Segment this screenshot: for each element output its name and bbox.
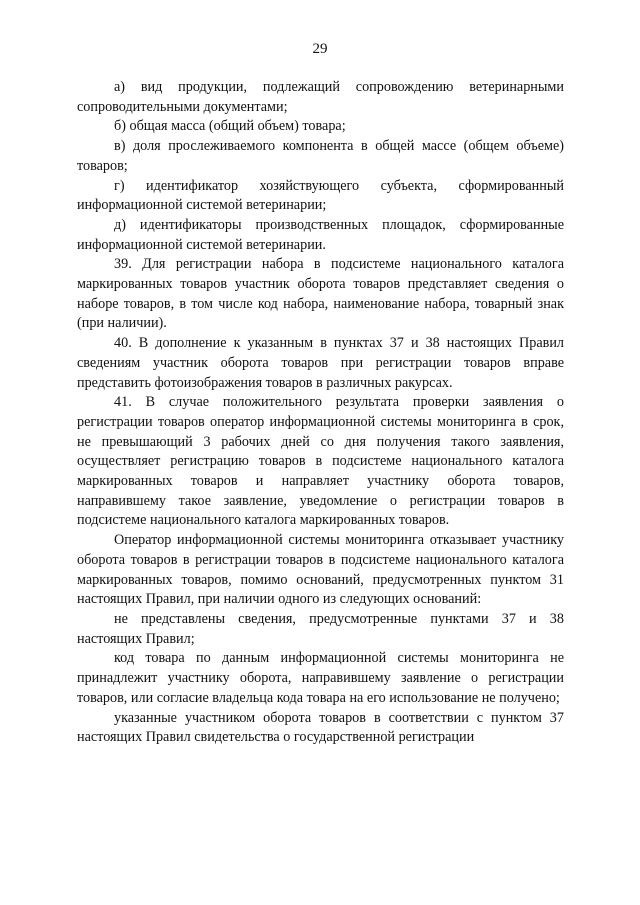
paragraph-refusal-ground-1: не представлены сведения, предусмотренные пунктами 37 и 38 настоящих Правил; xyxy=(77,610,564,647)
paragraph-refusal-intro: Оператор информационной системы мониторинга отказывает участнику оборота товаров в регистрации товаров в подсистеме национального каталога маркированных товаров, помимо оснований, предусмотренных пунктом 31 настоящих Правил, при наличии одного из следующих оснований: xyxy=(77,532,564,608)
paragraph-a: а) вид продукции, подлежащий сопровождению ветеринарными сопроводительными документами; xyxy=(77,79,564,115)
paragraph-b: б) общая масса (общий объем) товара; xyxy=(114,118,346,135)
paragraph-g: г) идентификатор хозяйствующего субъекта, сформированный информационной системой ветеринарии; xyxy=(77,177,564,214)
paragraph-refusal-ground-3: указанные участником оборота товаров в соответствии с пунктом 37 настоящих Правил свидетельства о государственной регистрации xyxy=(77,709,564,746)
paragraph-40: 40. В дополнение к указанным в пунктах 37 и 38 настоящих Правил сведениям участник оборота товаров при регистрации товаров вправе представить фотоизображения товаров в различных ракурсах. xyxy=(77,335,564,391)
page-number: 29 xyxy=(312,41,328,57)
document-body xyxy=(77,78,564,748)
paragraph-39: 39. Для регистрации набора в подсистеме национального каталога маркированных товаров участник оборота товаров представляет сведения о наборе товаров, в том числе код набора, наименование набора, товарный знак (при наличии). xyxy=(77,256,564,332)
paragraph-refusal-ground-2: код товара по данным информационной системы мониторинга не принадлежит участнику оборота, направившему заявление о регистрации товаров, или согласие владельца кода товара на его использование не получено; xyxy=(77,650,564,706)
paragraph-d: д) идентификаторы производственных площадок, сформированные информационной системой ветеринарии. xyxy=(77,216,564,253)
paragraph-41: 41. В случае положительного результата проверки заявления о регистрации товаров оператор информационной системы мониторинга в срок, не превышающий 3 рабочих дней со дня получения такого заявления, осуществляет регистрацию товаров в подсистеме национального каталога маркированных товаров и направляет участнику оборота товаров, направившему такое заявление, уведомление о регистрации товаров в подсистеме национального каталога маркированных товаров. xyxy=(77,394,564,529)
paragraph-v: в) доля прослеживаемого компонента в общей массе (общем объеме) товаров; xyxy=(77,138,564,174)
